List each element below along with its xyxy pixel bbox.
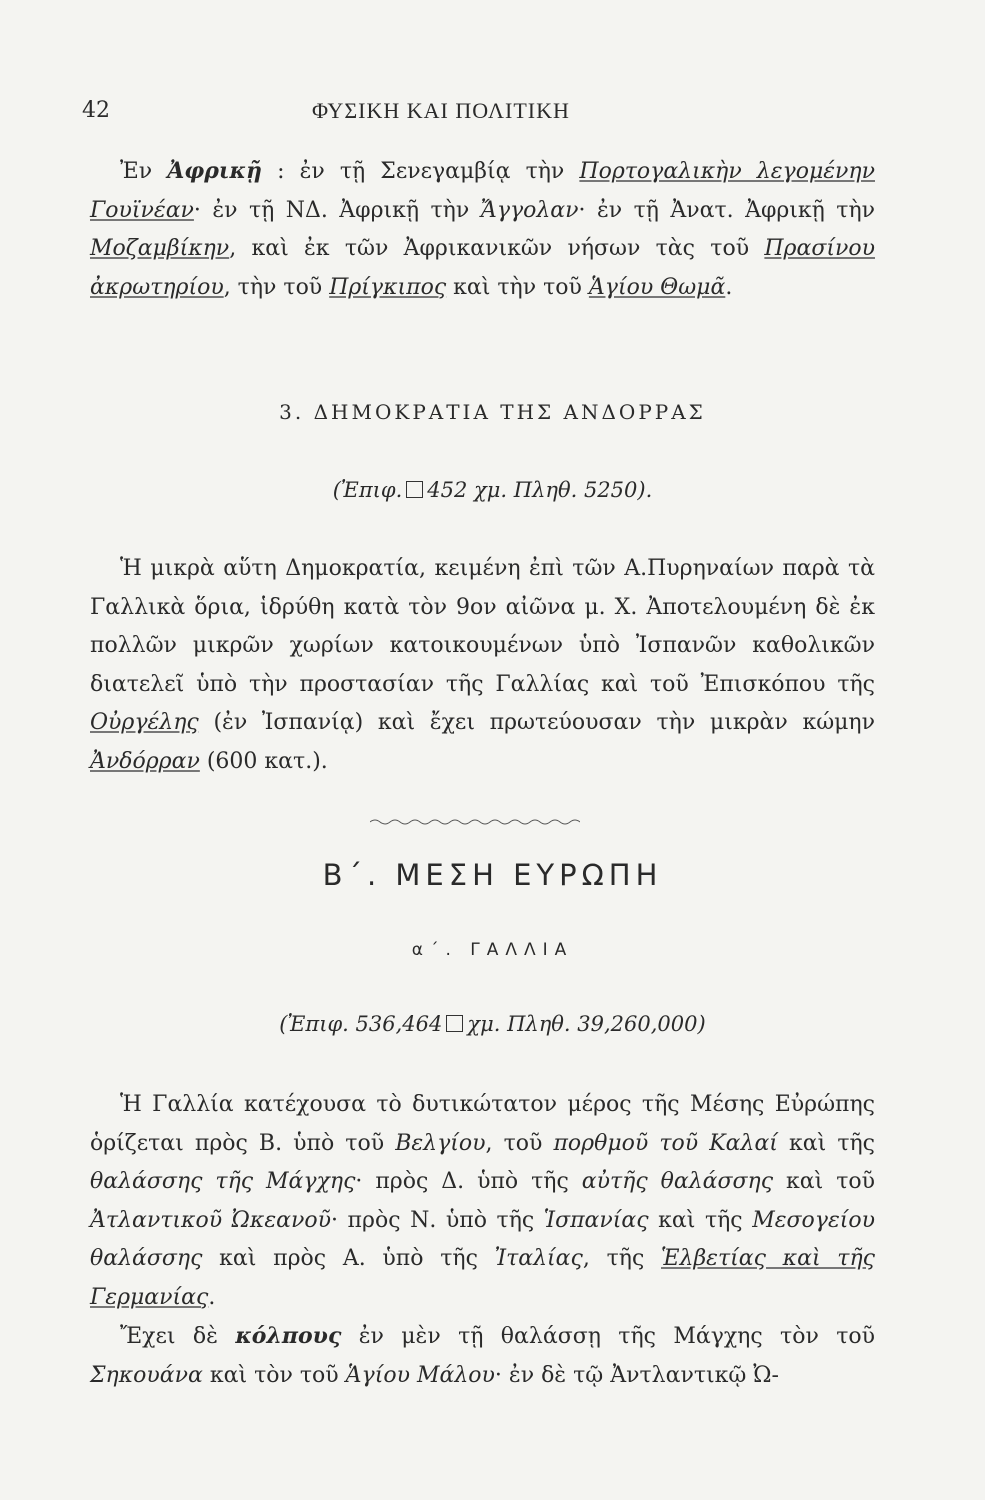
place-name: θαλάσσης τῆς Μάγχης bbox=[90, 1169, 356, 1194]
part-heading: Β΄. ΜΕΣΗ ΕΥΡΩΠΗ bbox=[322, 858, 663, 892]
text-run: (ἐν Ἰσπανίᾳ) καὶ ἔχει πρωτεύουσαν τὴν μικρὰν κώμην bbox=[198, 710, 875, 735]
running-head bbox=[82, 98, 882, 134]
place-name: Ἀτλαντικοῦ Ὠκεανοῦ bbox=[90, 1207, 331, 1233]
place-name: Ἑλβετίας καὶ τῆς Γερμανίας bbox=[90, 1246, 875, 1310]
place-name: Ἀνδόρραν bbox=[90, 748, 200, 774]
text-run: (600 κατ.). bbox=[199, 748, 328, 774]
text-run: , τὴν τοῦ bbox=[223, 274, 330, 300]
africa-paragraph bbox=[90, 152, 875, 307]
text-run: · ἐν τῇ Ἀνατ. Ἀφρικῇ τὴν bbox=[578, 197, 876, 223]
text-run: · ἐν δὲ τῷ Ἀντλαντικῷ Ὠ- bbox=[494, 1362, 779, 1388]
text-run: · πρὸς Ν. ὑπὸ τῆς bbox=[330, 1207, 544, 1233]
france-stats bbox=[0, 1012, 985, 1036]
text-run: καὶ πρὸς Α. ὑπὸ τῆς bbox=[202, 1246, 495, 1271]
text-run: καὶ τοῦ bbox=[773, 1169, 875, 1194]
place-name: Οὐργέλης bbox=[90, 710, 199, 735]
section-divider bbox=[370, 818, 580, 826]
place-name: Μοζαμβίκην bbox=[90, 236, 230, 261]
place-name: πορθμοῦ τοῦ Καλαί bbox=[553, 1130, 778, 1156]
text-run: , τοῦ bbox=[485, 1130, 554, 1156]
text-run: . bbox=[208, 1284, 216, 1310]
place-name: Ἄγγολαν bbox=[480, 197, 579, 223]
place-name: Σηκουάνα bbox=[90, 1362, 203, 1388]
square-icon bbox=[446, 1015, 463, 1032]
stats-population: Πληθ. 5250). bbox=[513, 478, 653, 502]
stats-population: χμ. Πληθ. 39,260,000) bbox=[467, 1012, 706, 1036]
text-run: : ἐν τῇ Σενεγαμβίᾳ τὴν bbox=[261, 159, 580, 184]
square-icon bbox=[406, 481, 423, 498]
term: κόλπους bbox=[235, 1323, 342, 1349]
place-name: αὐτῆς θαλάσσης bbox=[581, 1169, 774, 1194]
stats-area-value: 452 χμ. bbox=[427, 478, 508, 502]
place-name: Πρασίνου ἀκρωτηρίου bbox=[90, 236, 875, 300]
andorra-stats bbox=[0, 478, 985, 502]
text-run: , καὶ ἐκ τῶν Ἀφρικανικῶν νήσων τὰς τοῦ bbox=[229, 236, 765, 261]
text-run: Ἐν bbox=[120, 159, 168, 184]
text-run: · πρὸς Δ. ὑπὸ τῆς bbox=[355, 1169, 582, 1194]
text-run: καὶ τῆς bbox=[648, 1207, 753, 1233]
region-name: Ἀφρικῇ bbox=[167, 158, 262, 184]
chapter-heading: α΄. ΓΑΛΛΙΑ bbox=[411, 940, 574, 960]
running-title: ΦΥΣΙΚΗ ΚΑΙ ΠΟΛΙΤΙΚΗ bbox=[312, 98, 570, 123]
text-run: Ἔχει δὲ bbox=[120, 1324, 236, 1349]
page-number: 42 bbox=[82, 98, 110, 123]
place-name: Βελγίου bbox=[395, 1130, 486, 1156]
text-run: καὶ τῆς bbox=[777, 1130, 876, 1156]
stats-area: (Ἐπιφ. bbox=[332, 478, 403, 502]
text-run: καὶ τὸν τοῦ bbox=[202, 1362, 346, 1388]
stats-area: (Ἐπιφ. 536,464 bbox=[279, 1012, 443, 1036]
place-name: Πρίγκιπος bbox=[329, 274, 447, 300]
place-name: Ἁγίου Θωμᾶ bbox=[588, 274, 726, 300]
text-run: Ἡ μικρὰ αὕτη Δημοκρατία, κειμένη ἐπὶ τῶν Α.Πυρηναίων παρὰ τὰ Γαλλικὰ ὅρια, ἱδρύθη κατὰ τὸν 9ον αἰῶνα μ. Χ. Ἀποτελουμένη δὲ ἐκ πολλῶν μικρῶν χωρίων κατοικουμένων ὑπὸ Ἰσπανῶν καθολικῶν διατελεῖ ὑπὸ τὴν προστασίαν τῆς Γαλλίας καὶ τοῦ Ἐπισκόπου τῆς bbox=[90, 556, 875, 697]
andorra-paragraph bbox=[90, 550, 875, 781]
place-name: Ἰταλίας bbox=[494, 1246, 583, 1271]
place-name: Πορτογαλικὴν λεγομένην Γουϊνέαν bbox=[90, 159, 875, 223]
text-run: καὶ τὴν τοῦ bbox=[446, 274, 589, 300]
text-run: Ἡ Γαλλία κατέχουσα τὸ δυτικώτατον μέρος τῆς Μέσης Εὐρώπης ὁρίζεται πρὸς Β. ὑπὸ τοῦ bbox=[90, 1092, 875, 1156]
place-name: Ἱσπανίας bbox=[543, 1207, 649, 1233]
text-run: · ἐν τῇ ΝΔ. Ἀφρικῇ τὴν bbox=[193, 197, 481, 223]
place-name: Μεσογείου θαλάσσης bbox=[90, 1207, 875, 1271]
place-name: Ἁγίου Μάλου bbox=[345, 1362, 495, 1388]
france-paragraph bbox=[90, 1086, 875, 1395]
text-run: , τῆς bbox=[582, 1246, 661, 1271]
text-run: . bbox=[725, 274, 733, 300]
andorra-section-title: 3. ΔΗΜΟΚΡΑΤΙΑ ΤΗΣ ΑΝΔΟΡΡΑΣ bbox=[279, 400, 706, 424]
text-run: ἐν μὲν τῇ θαλάσσῃ τῆς Μάγχης τὸν τοῦ bbox=[341, 1324, 875, 1349]
